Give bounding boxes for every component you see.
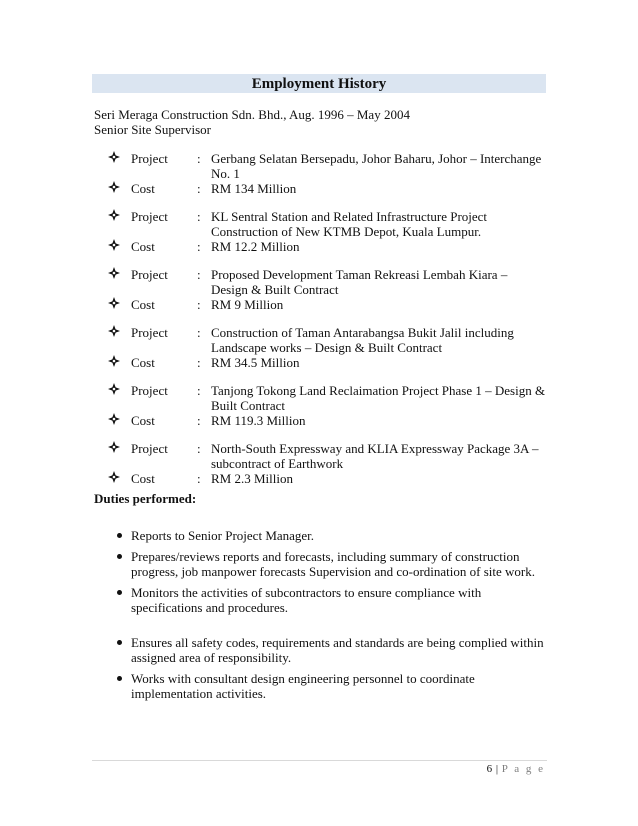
colon: : bbox=[197, 355, 201, 370]
diamond-bullet-icon bbox=[108, 297, 122, 312]
project-entry bbox=[108, 267, 548, 312]
cost-label: Cost bbox=[131, 413, 155, 428]
project-cost: RM 12.2 Million bbox=[211, 239, 300, 254]
colon: : bbox=[197, 239, 201, 254]
diamond-bullet-icon bbox=[108, 383, 122, 398]
project-cost: RM 9 Million bbox=[211, 297, 284, 312]
diamond-bullet-icon bbox=[108, 181, 122, 196]
project-row bbox=[108, 383, 548, 413]
diamond-bullet-icon bbox=[108, 151, 122, 166]
cost-row bbox=[108, 413, 548, 428]
project-label: Project bbox=[131, 325, 168, 340]
duties-heading: Duties performed: bbox=[94, 491, 197, 506]
project-label: Project bbox=[131, 267, 168, 282]
colon: : bbox=[197, 441, 201, 456]
project-name: North-South Expressway and KLIA Expressway Package 3A – subcontract of Earthwork bbox=[211, 441, 539, 471]
project-cost: RM 2.3 Million bbox=[211, 471, 293, 486]
duty-text: Works with consultant design engineering personnel to coordinate implementation activities. bbox=[131, 671, 475, 701]
project-label: Project bbox=[131, 209, 168, 224]
cost-label: Cost bbox=[131, 181, 155, 196]
duty-text: Ensures all safety codes, requirements and standards are being complied within assigned area of responsibility. bbox=[131, 635, 544, 665]
project-label: Project bbox=[131, 151, 168, 166]
diamond-bullet-icon bbox=[108, 325, 122, 340]
diamond-bullet-icon bbox=[108, 239, 122, 254]
cost-row bbox=[108, 297, 548, 312]
project-name: Construction of Taman Antarabangsa Bukit Jalil including Landscape works – Design & Built Contract bbox=[211, 325, 514, 355]
cost-row bbox=[108, 181, 548, 196]
project-row bbox=[108, 441, 548, 471]
employer-position: Senior Site Supervisor bbox=[94, 122, 211, 137]
cost-row bbox=[108, 471, 548, 486]
page-footer bbox=[487, 763, 545, 776]
duty-text: Monitors the activities of subcontractors to ensure compliance with specifications and procedures. bbox=[131, 585, 482, 615]
project-name: Gerbang Selatan Bersepadu, Johor Baharu, Johor – Interchange No. 1 bbox=[211, 151, 542, 181]
project-row bbox=[108, 267, 548, 297]
project-entry bbox=[108, 441, 548, 486]
project-entry bbox=[108, 383, 548, 428]
project-label: Project bbox=[131, 383, 168, 398]
duty-item bbox=[116, 671, 546, 701]
page-word: P a g e bbox=[501, 763, 545, 775]
footer-separator: | bbox=[495, 763, 499, 775]
project-cost: RM 134 Million bbox=[211, 181, 297, 196]
duty-text: Reports to Senior Project Manager. bbox=[131, 528, 315, 543]
project-cost: RM 119.3 Million bbox=[211, 413, 306, 428]
project-entry bbox=[108, 151, 548, 196]
project-list bbox=[108, 151, 548, 499]
colon: : bbox=[197, 151, 201, 166]
project-entry bbox=[108, 325, 548, 370]
cost-row bbox=[108, 355, 548, 370]
bullet-icon bbox=[117, 533, 122, 538]
cost-label: Cost bbox=[131, 355, 155, 370]
page-number: 6 bbox=[486, 763, 493, 775]
bullet-icon bbox=[117, 590, 122, 595]
duties-list bbox=[116, 528, 546, 707]
project-row bbox=[108, 151, 548, 181]
employer-block bbox=[94, 107, 410, 137]
bullet-icon bbox=[117, 554, 122, 559]
colon: : bbox=[197, 297, 201, 312]
colon: : bbox=[197, 413, 201, 428]
diamond-bullet-icon bbox=[108, 413, 122, 428]
cost-label: Cost bbox=[131, 297, 155, 312]
cost-label: Cost bbox=[131, 471, 155, 486]
bullet-icon bbox=[117, 640, 122, 645]
project-entry bbox=[108, 209, 548, 254]
colon: : bbox=[197, 209, 201, 224]
project-row bbox=[108, 325, 548, 355]
diamond-bullet-icon bbox=[108, 355, 122, 370]
cost-label: Cost bbox=[131, 239, 155, 254]
colon: : bbox=[197, 471, 201, 486]
project-name: KL Sentral Station and Related Infrastructure Project Construction of New KTMB Depot, Kuala Lumpur. bbox=[211, 209, 488, 239]
project-name: Tanjong Tokong Land Reclaimation Project Phase 1 – Design & Built Contract bbox=[211, 383, 546, 413]
section-heading: Employment History bbox=[251, 76, 387, 92]
diamond-bullet-icon bbox=[108, 267, 122, 282]
project-label: Project bbox=[131, 441, 168, 456]
project-name: Proposed Development Taman Rekreasi Lembah Kiara – Design & Built Contract bbox=[211, 267, 508, 297]
cost-row bbox=[108, 239, 548, 254]
employer-line: Seri Meraga Construction Sdn. Bhd., Aug. 1996 – May 2004 bbox=[94, 107, 410, 122]
duty-item bbox=[116, 635, 546, 665]
duty-text: Prepares/reviews reports and forecasts, including summary of construction progress, job manpower forecasts Supervision and co-ordination of site work. bbox=[131, 549, 535, 579]
project-cost: RM 34.5 Million bbox=[211, 355, 300, 370]
diamond-bullet-icon bbox=[108, 441, 122, 456]
diamond-bullet-icon bbox=[108, 471, 122, 486]
colon: : bbox=[197, 181, 201, 196]
project-row bbox=[108, 209, 548, 239]
diamond-bullet-icon bbox=[108, 209, 122, 224]
duty-item bbox=[116, 549, 546, 579]
colon: : bbox=[197, 383, 201, 398]
bullet-icon bbox=[117, 676, 122, 681]
duty-item bbox=[116, 585, 546, 615]
colon: : bbox=[197, 325, 201, 340]
footer-divider bbox=[92, 760, 547, 761]
colon: : bbox=[197, 267, 201, 282]
duty-item bbox=[116, 528, 546, 543]
